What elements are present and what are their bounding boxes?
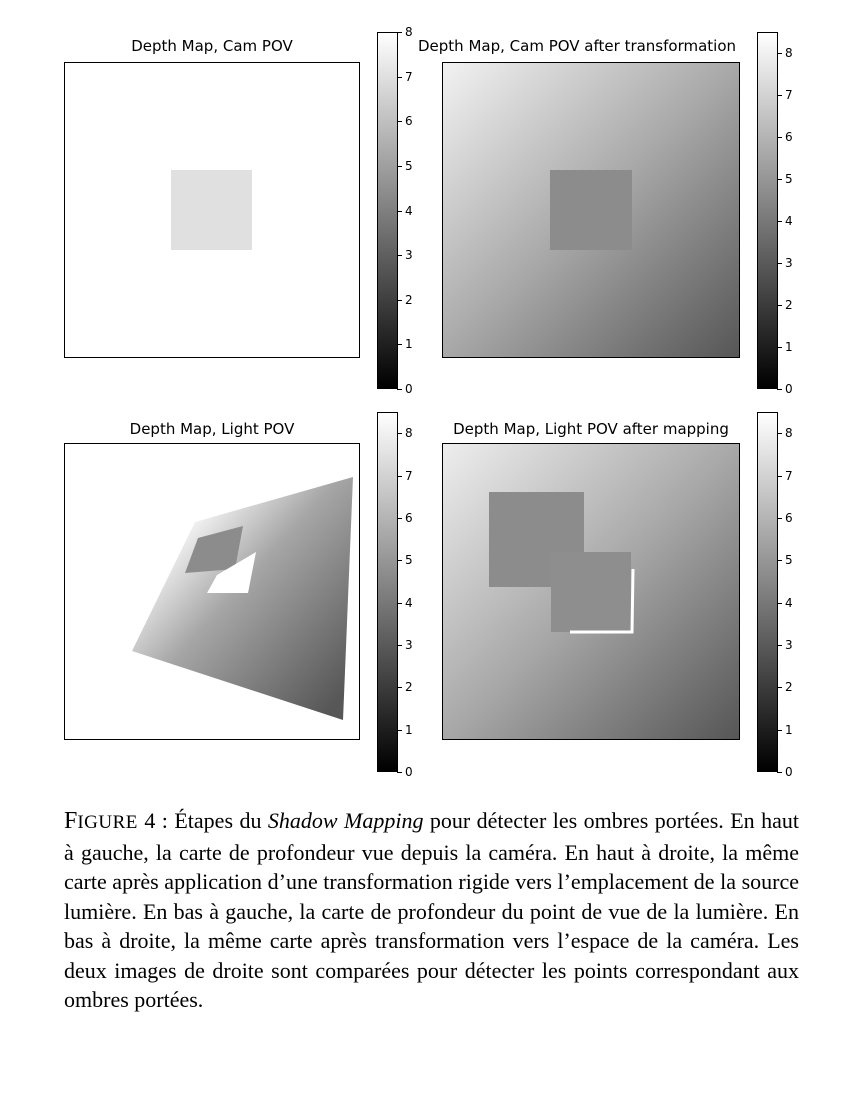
colorbar-tick-label: 5 <box>405 553 413 567</box>
colorbar-tick-label: 6 <box>405 511 413 525</box>
colorbar-tick-label: 7 <box>405 70 413 84</box>
colorbar-tick-label: 0 <box>405 382 413 396</box>
colorbar-tick-mark <box>777 137 782 138</box>
colorbar-tick-mark <box>397 121 402 122</box>
depth-map-light-pov-mapped <box>442 443 740 740</box>
colorbar-tick-mark <box>777 221 782 222</box>
colorbar-light-pov-mapped <box>757 412 778 772</box>
colorbar-tick-label: 2 <box>405 680 413 694</box>
colorbar-tick-label: 2 <box>785 298 793 312</box>
colorbar-tick-label: 5 <box>785 172 793 186</box>
panel-title-light-pov: Depth Map, Light POV <box>129 420 295 438</box>
colorbar-tick-label: 3 <box>405 248 413 262</box>
colorbar-tick-mark <box>777 179 782 180</box>
colorbar-tick-label: 0 <box>785 765 793 779</box>
colorbar-tick-mark <box>777 305 782 306</box>
colorbar-tick-mark <box>397 433 402 434</box>
panel-title-cam-pov: Depth Map, Cam POV <box>131 37 293 55</box>
colorbar-tick-mark <box>777 518 782 519</box>
depth-map-light-pov <box>64 443 360 740</box>
colorbar-tick-label: 6 <box>785 511 793 525</box>
colorbar-tick-mark <box>397 77 402 78</box>
colorbar-tick-label: 6 <box>405 114 413 128</box>
panel-title-cam-pov-transformed: Depth Map, Cam POV after transformation <box>418 37 737 55</box>
colorbar-tick-mark <box>397 166 402 167</box>
colorbar-tick-mark <box>777 687 782 688</box>
colorbar-tick-mark <box>777 730 782 731</box>
colorbar-tick-mark <box>397 730 402 731</box>
colorbar-tick-label: 3 <box>405 638 413 652</box>
caption-lead: Étapes du <box>174 808 268 833</box>
colorbar-tick-mark <box>397 603 402 604</box>
depth-map-cam-pov <box>64 62 360 358</box>
figure-caption <box>64 806 799 1015</box>
colorbar-tick-label: 0 <box>405 765 413 779</box>
caption-number: 4 : <box>137 808 175 833</box>
colorbar-cam-pov-transformed <box>757 32 778 389</box>
colorbar-tick-mark <box>777 560 782 561</box>
colorbar-tick-mark <box>777 645 782 646</box>
colorbar-tick-mark <box>777 263 782 264</box>
colorbar-tick-label: 3 <box>785 256 793 270</box>
caption-label-initial: F <box>64 808 78 834</box>
colorbar-tick-label: 8 <box>785 426 793 440</box>
colorbar-tick-label: 8 <box>405 426 413 440</box>
colorbar-tick-mark <box>777 476 782 477</box>
square-object-transformed <box>550 170 632 250</box>
colorbar-light-pov <box>377 412 398 772</box>
colorbar-tick-mark <box>397 211 402 212</box>
colorbar-tick-mark <box>397 255 402 256</box>
depth-map-cam-pov-transformed-image <box>443 63 739 357</box>
colorbar-tick-mark <box>397 687 402 688</box>
colorbar-tick-label: 4 <box>405 204 413 218</box>
colorbar-tick-label: 7 <box>785 88 793 102</box>
colorbar-tick-label: 8 <box>785 46 793 60</box>
colorbar-tick-label: 0 <box>785 382 793 396</box>
colorbar-tick-mark <box>397 772 402 773</box>
colorbar-tick-label: 1 <box>405 337 413 351</box>
colorbar-tick-mark <box>777 433 782 434</box>
colorbar-tick-label: 1 <box>785 340 793 354</box>
colorbar-tick-label: 5 <box>785 553 793 567</box>
colorbar-tick-label: 1 <box>405 723 413 737</box>
colorbar-tick-mark <box>397 32 402 33</box>
colorbar-tick-mark <box>777 95 782 96</box>
colorbar-tick-mark <box>777 772 782 773</box>
caption-label-rest: IGURE <box>77 812 138 833</box>
colorbar-tick-label: 4 <box>785 596 793 610</box>
colorbar-tick-label: 1 <box>785 723 793 737</box>
caption-body: pour détecter les ombres portées. En haut à gauche, la carte de profondeur vue depuis la caméra. En haut à droite, la même carte après application d’une transformation rigide vers l’emplacement de la source lumière. En bas à gauche, la carte de profondeur du point de vue de la lumière. En bas à droite, la même carte après transformation vers l’espace de la caméra. Les deux images de droite sont comparées pour détecter les points correspondant aux ombres portées. <box>64 808 799 1012</box>
depth-map-cam-pov-transformed <box>442 62 740 358</box>
depth-map-light-pov-image <box>65 444 359 739</box>
colorbar-tick-label: 4 <box>785 214 793 228</box>
caption-emphasis: Shadow Mapping <box>267 808 424 833</box>
colorbar-tick-mark <box>397 645 402 646</box>
colorbar-tick-label: 5 <box>405 159 413 173</box>
colorbar-tick-mark <box>397 344 402 345</box>
depth-map-light-pov-mapped-image <box>443 444 739 739</box>
colorbar-tick-mark <box>777 53 782 54</box>
square-object-mapped <box>551 552 631 632</box>
colorbar-tick-mark <box>397 560 402 561</box>
colorbar-tick-label: 6 <box>785 130 793 144</box>
colorbar-tick-label: 2 <box>785 680 793 694</box>
square-object <box>171 170 252 250</box>
panel-title-light-pov-mapped: Depth Map, Light POV after mapping <box>453 420 729 438</box>
colorbar-tick-mark <box>397 518 402 519</box>
colorbar-tick-mark <box>397 389 402 390</box>
depth-map-cam-pov-image <box>65 63 359 357</box>
colorbar-tick-mark <box>777 603 782 604</box>
colorbar-tick-label: 2 <box>405 293 413 307</box>
colorbar-tick-label: 7 <box>785 469 793 483</box>
colorbar-tick-mark <box>397 476 402 477</box>
colorbar-tick-label: 8 <box>405 25 413 39</box>
colorbar-tick-mark <box>777 347 782 348</box>
colorbar-tick-mark <box>777 389 782 390</box>
colorbar-tick-label: 4 <box>405 596 413 610</box>
colorbar-tick-label: 3 <box>785 638 793 652</box>
colorbar-tick-label: 7 <box>405 469 413 483</box>
colorbar-cam-pov <box>377 32 398 389</box>
colorbar-tick-mark <box>397 300 402 301</box>
